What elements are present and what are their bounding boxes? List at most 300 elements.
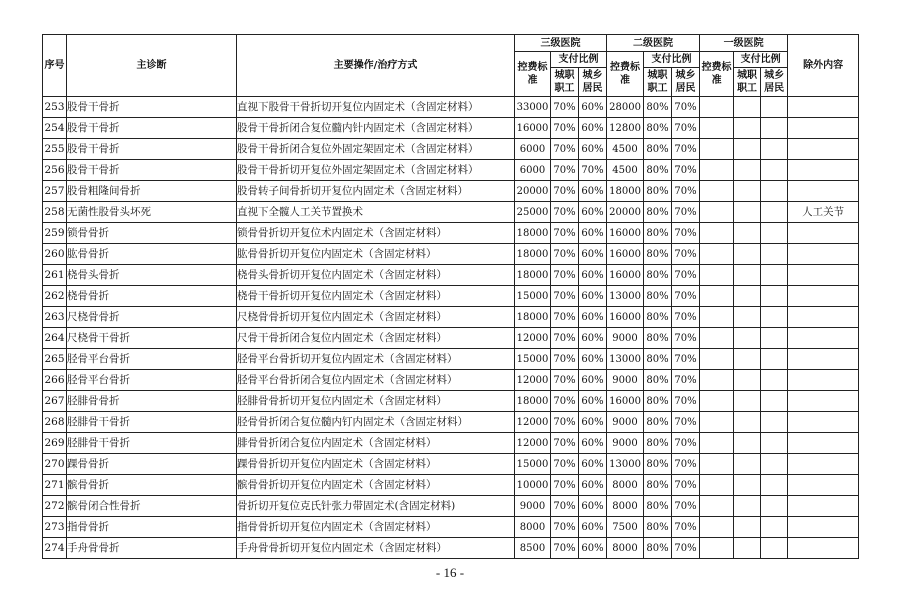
procedure-cell: 胫骨平台骨折切开复位内固定术（含固定材料） bbox=[237, 349, 515, 370]
tier1-urban-ratio bbox=[734, 97, 761, 118]
tier2-urban-ratio: 80% bbox=[644, 286, 672, 307]
tier3-rural-ratio: 60% bbox=[579, 370, 607, 391]
tier3-urban-ratio: 70% bbox=[551, 223, 579, 244]
tier1-rural-ratio bbox=[761, 265, 788, 286]
tier1-urban-ratio bbox=[734, 181, 761, 202]
procedure-cell: 股骨干骨折闭合复位髓内针内固定术（含固定材料） bbox=[237, 118, 515, 139]
exclusion-cell: 人工关节 bbox=[788, 202, 859, 223]
tier1-price-cap bbox=[700, 475, 734, 496]
table-row bbox=[43, 475, 859, 496]
table-row bbox=[43, 349, 859, 370]
tier2-price-cap: 9000 bbox=[607, 412, 644, 433]
procedure-cell: 股骨转子间骨折切开复位内固定术（含固定材料） bbox=[237, 181, 515, 202]
tier3-rural-ratio: 60% bbox=[579, 454, 607, 475]
tier2-price-cap: 16000 bbox=[607, 223, 644, 244]
tier2-urban-ratio: 80% bbox=[644, 496, 672, 517]
tier3-urban-ratio: 70% bbox=[551, 328, 579, 349]
tier3-price-cap: 18000 bbox=[515, 223, 551, 244]
row-number: 269 bbox=[43, 433, 67, 454]
tier3-rural-ratio: 60% bbox=[579, 433, 607, 454]
tier3-price-cap: 18000 bbox=[515, 265, 551, 286]
tier1-urban-ratio bbox=[734, 538, 761, 559]
diagnosis-cell: 股骨干骨折 bbox=[67, 118, 237, 139]
tier1-rural-ratio bbox=[761, 475, 788, 496]
table-row bbox=[43, 328, 859, 349]
tier3-urban-ratio: 70% bbox=[551, 433, 579, 454]
tier1-price-cap-header: 控费标准 bbox=[700, 52, 734, 97]
tier3-hospital-header: 三级医院 bbox=[515, 35, 607, 52]
table-row bbox=[43, 433, 859, 454]
tier2-rural-ratio: 70% bbox=[672, 286, 700, 307]
tier1-rural-ratio bbox=[761, 307, 788, 328]
tier3-urban-ratio: 70% bbox=[551, 475, 579, 496]
tier2-rural-ratio: 70% bbox=[672, 496, 700, 517]
tier3-urban-ratio: 70% bbox=[551, 391, 579, 412]
tier2-rural-ratio: 70% bbox=[672, 538, 700, 559]
tier1-urban-ratio bbox=[734, 517, 761, 538]
tier2-urban-ratio: 80% bbox=[644, 517, 672, 538]
tier1-rural-ratio bbox=[761, 433, 788, 454]
diagnosis-cell: 踝骨骨折 bbox=[67, 454, 237, 475]
procedure-cell: 胫骨平台骨折闭合复位内固定术（含固定材料） bbox=[237, 370, 515, 391]
row-number: 263 bbox=[43, 307, 67, 328]
row-number: 268 bbox=[43, 412, 67, 433]
tier1-rural-ratio bbox=[761, 139, 788, 160]
tier2-urban-ratio: 80% bbox=[644, 223, 672, 244]
procedure-cell: 尺骨干骨折闭合复位内固定术（含固定材料） bbox=[237, 328, 515, 349]
exclusion-cell bbox=[788, 286, 859, 307]
tier2-urban-ratio: 80% bbox=[644, 391, 672, 412]
tier1-urban-ratio bbox=[734, 370, 761, 391]
tier2-price-cap: 9000 bbox=[607, 433, 644, 454]
tier1-rural-ratio bbox=[761, 538, 788, 559]
table-row bbox=[43, 454, 859, 475]
tier3-rural-ratio: 60% bbox=[579, 391, 607, 412]
tier3-pay-ratio-header: 支付比例 bbox=[551, 52, 607, 68]
tier1-rural-header: 城乡居民 bbox=[761, 68, 788, 97]
procedure-cell: 髌骨骨折切开复位内固定术（含固定材料） bbox=[237, 475, 515, 496]
tier3-price-cap: 15000 bbox=[515, 349, 551, 370]
tier1-price-cap bbox=[700, 244, 734, 265]
procedure-cell: 腓骨骨折闭合复位内固定术（含固定材料） bbox=[237, 433, 515, 454]
exclusion-cell bbox=[788, 160, 859, 181]
tier1-price-cap bbox=[700, 265, 734, 286]
tier2-price-cap: 16000 bbox=[607, 265, 644, 286]
tier3-rural-ratio: 60% bbox=[579, 223, 607, 244]
tier2-rural-ratio: 70% bbox=[672, 265, 700, 286]
tier1-rural-ratio bbox=[761, 349, 788, 370]
row-number: 260 bbox=[43, 244, 67, 265]
tier2-rural-ratio: 70% bbox=[672, 370, 700, 391]
exclusion-cell bbox=[788, 349, 859, 370]
tier1-rural-ratio bbox=[761, 160, 788, 181]
tier1-rural-ratio bbox=[761, 454, 788, 475]
exclusion-cell bbox=[788, 412, 859, 433]
tier2-urban-ratio: 80% bbox=[644, 97, 672, 118]
row-number: 262 bbox=[43, 286, 67, 307]
tier1-urban-ratio bbox=[734, 391, 761, 412]
tier1-urban-ratio bbox=[734, 475, 761, 496]
diagnosis-cell: 股骨干骨折 bbox=[67, 139, 237, 160]
tier3-price-cap: 20000 bbox=[515, 181, 551, 202]
tier2-price-cap: 28000 bbox=[607, 97, 644, 118]
diagnosis-cell: 指骨骨折 bbox=[67, 517, 237, 538]
tier2-rural-ratio: 70% bbox=[672, 202, 700, 223]
procedure-cell: 直视下全髋人工关节置换术 bbox=[237, 202, 515, 223]
diagnosis-cell: 手舟骨骨折 bbox=[67, 538, 237, 559]
tier1-urban-ratio bbox=[734, 307, 761, 328]
tier2-price-cap: 13000 bbox=[607, 286, 644, 307]
row-number: 265 bbox=[43, 349, 67, 370]
tier3-price-cap: 18000 bbox=[515, 244, 551, 265]
tier3-urban-ratio: 70% bbox=[551, 97, 579, 118]
tier2-price-cap: 4500 bbox=[607, 160, 644, 181]
procedure-cell: 胫骨骨折闭合复位髓内钉内固定术（含固定材料） bbox=[237, 412, 515, 433]
tier3-rural-ratio: 60% bbox=[579, 538, 607, 559]
row-number: 273 bbox=[43, 517, 67, 538]
table-row bbox=[43, 286, 859, 307]
tier2-price-cap: 18000 bbox=[607, 181, 644, 202]
procedure-cell: 股骨干骨折切开复位外固定架固定术（含固定材料） bbox=[237, 160, 515, 181]
tier2-rural-ratio: 70% bbox=[672, 118, 700, 139]
diagnosis-cell: 肱骨骨折 bbox=[67, 244, 237, 265]
exclusion-cell bbox=[788, 496, 859, 517]
tier2-price-cap: 7500 bbox=[607, 517, 644, 538]
exclusion-cell bbox=[788, 370, 859, 391]
tier3-price-cap: 6000 bbox=[515, 139, 551, 160]
tier2-urban-ratio: 80% bbox=[644, 244, 672, 265]
tier1-price-cap bbox=[700, 349, 734, 370]
tier2-price-cap: 16000 bbox=[607, 307, 644, 328]
page-number: - 16 - bbox=[435, 565, 465, 580]
table-body bbox=[43, 97, 859, 559]
row-number: 274 bbox=[43, 538, 67, 559]
tier2-price-cap: 16000 bbox=[607, 391, 644, 412]
tier1-urban-ratio bbox=[734, 139, 761, 160]
tier3-price-cap: 6000 bbox=[515, 160, 551, 181]
table-row bbox=[43, 202, 859, 223]
table-row bbox=[43, 391, 859, 412]
tier2-price-cap: 13000 bbox=[607, 349, 644, 370]
row-number: 253 bbox=[43, 97, 67, 118]
tier1-urban-ratio bbox=[734, 496, 761, 517]
col-diagnosis-header: 主诊断 bbox=[67, 35, 237, 97]
tier2-urban-ratio: 80% bbox=[644, 118, 672, 139]
tier3-price-cap: 9000 bbox=[515, 496, 551, 517]
procedure-cell: 踝骨骨折切开复位内固定术（含固定材料） bbox=[237, 454, 515, 475]
tier3-rural-ratio: 60% bbox=[579, 202, 607, 223]
tier2-urban-ratio: 80% bbox=[644, 454, 672, 475]
tier3-price-cap: 12000 bbox=[515, 412, 551, 433]
tier1-price-cap bbox=[700, 97, 734, 118]
tier2-rural-ratio: 70% bbox=[672, 223, 700, 244]
exclusion-cell bbox=[788, 433, 859, 454]
diagnosis-cell: 尺桡骨骨折 bbox=[67, 307, 237, 328]
table-row bbox=[43, 538, 859, 559]
tier1-rural-ratio bbox=[761, 412, 788, 433]
exclusion-cell bbox=[788, 538, 859, 559]
tier3-urban-ratio: 70% bbox=[551, 412, 579, 433]
tier3-price-cap: 15000 bbox=[515, 454, 551, 475]
diagnosis-cell: 股骨干骨折 bbox=[67, 160, 237, 181]
tier3-rural-ratio: 60% bbox=[579, 97, 607, 118]
diagnosis-cell: 胫腓骨骨折 bbox=[67, 391, 237, 412]
procedure-cell: 骨折切开复位克氏针张力带固定术(含固定材料) bbox=[237, 496, 515, 517]
tier2-rural-ratio: 70% bbox=[672, 433, 700, 454]
tier1-rural-ratio bbox=[761, 181, 788, 202]
tier3-urban-ratio: 70% bbox=[551, 517, 579, 538]
tier3-price-cap: 12000 bbox=[515, 370, 551, 391]
tier2-rural-ratio: 70% bbox=[672, 475, 700, 496]
tier2-price-cap: 8000 bbox=[607, 538, 644, 559]
table-row bbox=[43, 412, 859, 433]
tier3-urban-ratio: 70% bbox=[551, 244, 579, 265]
row-number: 259 bbox=[43, 223, 67, 244]
tier2-rural-ratio: 70% bbox=[672, 244, 700, 265]
exclusion-cell bbox=[788, 181, 859, 202]
tier1-price-cap bbox=[700, 412, 734, 433]
tier3-urban-ratio: 70% bbox=[551, 286, 579, 307]
tier3-urban-ratio: 70% bbox=[551, 307, 579, 328]
tier1-rural-ratio bbox=[761, 328, 788, 349]
tier3-urban-ratio: 70% bbox=[551, 118, 579, 139]
tier1-urban-ratio bbox=[734, 202, 761, 223]
exclusion-cell bbox=[788, 454, 859, 475]
tier1-price-cap bbox=[700, 118, 734, 139]
tier3-price-cap: 12000 bbox=[515, 433, 551, 454]
exclusion-cell bbox=[788, 307, 859, 328]
table-row bbox=[43, 370, 859, 391]
tier3-price-cap: 25000 bbox=[515, 202, 551, 223]
row-number: 271 bbox=[43, 475, 67, 496]
tier3-rural-ratio: 60% bbox=[579, 517, 607, 538]
row-number: 257 bbox=[43, 181, 67, 202]
table-row bbox=[43, 307, 859, 328]
tier2-rural-ratio: 70% bbox=[672, 517, 700, 538]
row-number: 272 bbox=[43, 496, 67, 517]
tier1-urban-ratio bbox=[734, 433, 761, 454]
tier1-rural-ratio bbox=[761, 496, 788, 517]
tier1-price-cap bbox=[700, 286, 734, 307]
procedure-cell: 手舟骨骨折切开复位内固定术（含固定材料） bbox=[237, 538, 515, 559]
row-number: 267 bbox=[43, 391, 67, 412]
table-row bbox=[43, 118, 859, 139]
exclusion-cell bbox=[788, 328, 859, 349]
tier1-price-cap bbox=[700, 538, 734, 559]
diagnosis-cell: 锁骨骨折 bbox=[67, 223, 237, 244]
tier3-price-cap: 8500 bbox=[515, 538, 551, 559]
tier1-pay-ratio-header: 支付比例 bbox=[734, 52, 788, 68]
tier3-urban-ratio: 70% bbox=[551, 139, 579, 160]
procedure-cell: 胫腓骨骨折切开复位内固定术（含固定材料） bbox=[237, 391, 515, 412]
tier1-price-cap bbox=[700, 496, 734, 517]
exclusion-cell bbox=[788, 265, 859, 286]
tier2-price-cap: 8000 bbox=[607, 475, 644, 496]
tier2-rural-ratio: 70% bbox=[672, 307, 700, 328]
tier2-urban-ratio: 80% bbox=[644, 370, 672, 391]
tier3-rural-ratio: 60% bbox=[579, 412, 607, 433]
tier1-urban-ratio bbox=[734, 223, 761, 244]
procedure-cell: 桡骨干骨折切开复位内固定术（含固定材料） bbox=[237, 286, 515, 307]
tier2-price-cap: 8000 bbox=[607, 496, 644, 517]
diagnosis-cell: 胫骨平台骨折 bbox=[67, 370, 237, 391]
tier1-rural-ratio bbox=[761, 391, 788, 412]
exclusion-cell bbox=[788, 118, 859, 139]
tier2-urban-ratio: 80% bbox=[644, 412, 672, 433]
tier1-price-cap bbox=[700, 328, 734, 349]
table-row bbox=[43, 244, 859, 265]
tier3-urban-ratio: 70% bbox=[551, 265, 579, 286]
row-number: 254 bbox=[43, 118, 67, 139]
tier1-urban-ratio bbox=[734, 328, 761, 349]
tier2-urban-ratio: 80% bbox=[644, 202, 672, 223]
tier3-rural-ratio: 60% bbox=[579, 307, 607, 328]
tier2-urban-ratio: 80% bbox=[644, 349, 672, 370]
tier1-price-cap bbox=[700, 160, 734, 181]
tier3-urban-ratio: 70% bbox=[551, 181, 579, 202]
diagnosis-cell: 尺桡骨干骨折 bbox=[67, 328, 237, 349]
tier2-price-cap: 9000 bbox=[607, 370, 644, 391]
procedure-cell: 指骨骨折切开复位内固定术（含固定材料） bbox=[237, 517, 515, 538]
tier1-price-cap bbox=[700, 433, 734, 454]
diagnosis-cell: 胫腓骨干骨折 bbox=[67, 433, 237, 454]
tier2-price-cap: 16000 bbox=[607, 244, 644, 265]
tier3-price-cap: 12000 bbox=[515, 328, 551, 349]
tier3-price-cap: 15000 bbox=[515, 286, 551, 307]
tier2-pay-ratio-header: 支付比例 bbox=[644, 52, 700, 68]
tier1-rural-ratio bbox=[761, 97, 788, 118]
tier2-rural-ratio: 70% bbox=[672, 328, 700, 349]
tier3-urban-ratio: 70% bbox=[551, 454, 579, 475]
tier3-rural-ratio: 60% bbox=[579, 475, 607, 496]
tier1-price-cap bbox=[700, 181, 734, 202]
tier2-urban-ratio: 80% bbox=[644, 181, 672, 202]
tier2-price-cap: 13000 bbox=[607, 454, 644, 475]
tier3-price-cap: 18000 bbox=[515, 391, 551, 412]
fee-standard-table bbox=[42, 34, 859, 559]
row-number: 255 bbox=[43, 139, 67, 160]
diagnosis-cell: 桡骨骨折 bbox=[67, 286, 237, 307]
tier1-price-cap bbox=[700, 223, 734, 244]
diagnosis-cell: 股骨粗隆间骨折 bbox=[67, 181, 237, 202]
tier2-urban-ratio: 80% bbox=[644, 538, 672, 559]
diagnosis-cell: 胫腓骨干骨折 bbox=[67, 412, 237, 433]
tier3-price-cap: 33000 bbox=[515, 97, 551, 118]
tier2-urban-ratio: 80% bbox=[644, 433, 672, 454]
table-row bbox=[43, 181, 859, 202]
diagnosis-cell: 髌骨骨折 bbox=[67, 475, 237, 496]
tier1-price-cap bbox=[700, 202, 734, 223]
tier1-urban-ratio bbox=[734, 454, 761, 475]
tier3-rural-ratio: 60% bbox=[579, 349, 607, 370]
procedure-cell: 肱骨骨折切开复位内固定术（含固定材料） bbox=[237, 244, 515, 265]
table-row bbox=[43, 517, 859, 538]
exclusion-cell bbox=[788, 517, 859, 538]
tier3-price-cap: 16000 bbox=[515, 118, 551, 139]
tier1-urban-ratio bbox=[734, 412, 761, 433]
tier1-urban-ratio bbox=[734, 265, 761, 286]
row-number: 270 bbox=[43, 454, 67, 475]
tier2-price-cap: 20000 bbox=[607, 202, 644, 223]
tier1-price-cap bbox=[700, 307, 734, 328]
tier2-price-cap: 4500 bbox=[607, 139, 644, 160]
tier1-hospital-header: 一级医院 bbox=[700, 35, 788, 52]
exclusion-cell bbox=[788, 391, 859, 412]
tier3-rural-ratio: 70% bbox=[579, 160, 607, 181]
row-number: 258 bbox=[43, 202, 67, 223]
tier2-urban-ratio: 80% bbox=[644, 328, 672, 349]
table-row bbox=[43, 97, 859, 118]
tier2-urban-header: 城职职工 bbox=[644, 68, 672, 97]
tier1-price-cap bbox=[700, 391, 734, 412]
tier3-urban-ratio: 70% bbox=[551, 160, 579, 181]
tier1-rural-ratio bbox=[761, 517, 788, 538]
tier1-urban-ratio bbox=[734, 160, 761, 181]
diagnosis-cell: 胫骨平台骨折 bbox=[67, 349, 237, 370]
tier3-price-cap: 18000 bbox=[515, 307, 551, 328]
tier3-urban-ratio: 70% bbox=[551, 370, 579, 391]
col-exclusion-header: 除外内容 bbox=[788, 35, 859, 97]
tier1-urban-ratio bbox=[734, 286, 761, 307]
tier2-rural-ratio: 70% bbox=[672, 349, 700, 370]
exclusion-cell bbox=[788, 97, 859, 118]
tier1-urban-ratio bbox=[734, 118, 761, 139]
tier2-rural-ratio: 70% bbox=[672, 454, 700, 475]
tier1-rural-ratio bbox=[761, 118, 788, 139]
tier1-rural-ratio bbox=[761, 202, 788, 223]
tier1-urban-ratio bbox=[734, 244, 761, 265]
table-row bbox=[43, 160, 859, 181]
procedure-cell: 锁骨骨折切开复位术内固定术（含固定材料） bbox=[237, 223, 515, 244]
tier2-urban-ratio: 80% bbox=[644, 265, 672, 286]
tier1-price-cap bbox=[700, 370, 734, 391]
tier3-urban-header: 城职职工 bbox=[551, 68, 579, 97]
tier1-rural-ratio bbox=[761, 223, 788, 244]
tier2-rural-header: 城乡居民 bbox=[672, 68, 700, 97]
tier3-urban-ratio: 70% bbox=[551, 538, 579, 559]
table-row bbox=[43, 265, 859, 286]
procedure-cell: 直视下股骨干骨折切开复位内固定术（含固定材料） bbox=[237, 97, 515, 118]
tier3-rural-ratio: 60% bbox=[579, 286, 607, 307]
exclusion-cell bbox=[788, 244, 859, 265]
row-number: 264 bbox=[43, 328, 67, 349]
tier3-rural-ratio: 60% bbox=[579, 328, 607, 349]
tier2-rural-ratio: 70% bbox=[672, 181, 700, 202]
table-row bbox=[43, 139, 859, 160]
tier2-rural-ratio: 70% bbox=[672, 160, 700, 181]
exclusion-cell bbox=[788, 139, 859, 160]
tier2-price-cap: 12800 bbox=[607, 118, 644, 139]
tier3-price-cap-header: 控费标准 bbox=[515, 52, 551, 97]
tier3-rural-ratio: 60% bbox=[579, 181, 607, 202]
diagnosis-cell: 桡骨头骨折 bbox=[67, 265, 237, 286]
diagnosis-cell: 股骨干骨折 bbox=[67, 97, 237, 118]
tier1-rural-ratio bbox=[761, 370, 788, 391]
diagnosis-cell: 髌骨闭合性骨折 bbox=[67, 496, 237, 517]
tier2-rural-ratio: 70% bbox=[672, 391, 700, 412]
tier2-rural-ratio: 70% bbox=[672, 97, 700, 118]
tier2-hospital-header: 二级医院 bbox=[607, 35, 700, 52]
row-number: 256 bbox=[43, 160, 67, 181]
tier2-price-cap: 9000 bbox=[607, 328, 644, 349]
tier3-urban-ratio: 70% bbox=[551, 202, 579, 223]
tier1-urban-ratio bbox=[734, 349, 761, 370]
tier1-rural-ratio bbox=[761, 244, 788, 265]
tier2-urban-ratio: 80% bbox=[644, 307, 672, 328]
tier2-rural-ratio: 70% bbox=[672, 412, 700, 433]
exclusion-cell bbox=[788, 475, 859, 496]
tier1-rural-ratio bbox=[761, 286, 788, 307]
